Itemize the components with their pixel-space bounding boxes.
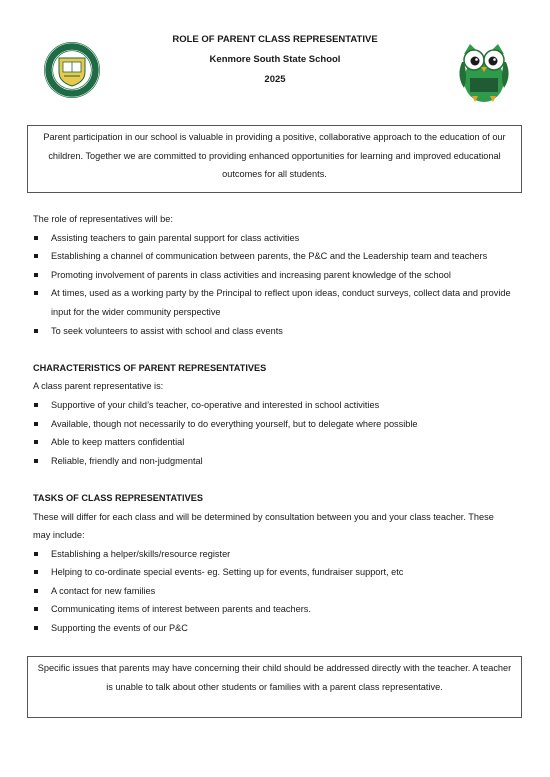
- document-body: [33, 210, 513, 638]
- school-name: Kenmore South State School: [209, 53, 341, 65]
- list-item: Establishing a helper/skills/resource register: [33, 545, 513, 564]
- intro-box: Parent participation in our school is valuable in providing a positive, collaborative approach to the education of our children. Together we are committed to providing enhanced opportunities for learning and improved educational outcomes for all students.: [27, 125, 522, 193]
- list-item: Promoting involvement of parents in class activities and increasing parent knowledge of the school: [33, 266, 513, 285]
- owl-mascot-logo: [448, 34, 520, 106]
- tasks-heading: TASKS OF CLASS REPRESENTATIVES: [33, 492, 203, 503]
- closing-box: Specific issues that parents may have concerning their child should be addressed directly with the teacher. A teacher is unable to talk about other students or families with a parent class representative.: [27, 656, 522, 718]
- role-list: [33, 229, 513, 341]
- list-item: Supporting the events of our P&C: [33, 619, 513, 638]
- list-item: Supportive of your child’s teacher, co-operative and interested in school activities: [33, 396, 513, 415]
- characteristics-list: [33, 396, 513, 470]
- school-crest-logo: [42, 36, 102, 108]
- list-item: A contact for new families: [33, 582, 513, 601]
- list-item: Assisting teachers to gain parental support for class activities: [33, 229, 513, 248]
- list-item: Able to keep matters confidential: [33, 433, 513, 452]
- document-title: ROLE OF PARENT CLASS REPRESENTATIVE: [172, 34, 378, 45]
- document-year: 2025: [264, 73, 286, 85]
- tasks-lead: These will differ for each class and will be determined by consultation between you and your class teacher. These may include:: [33, 511, 494, 541]
- list-item: Helping to co-ordinate special events- eg. Setting up for events, fundraiser support, etc: [33, 563, 513, 582]
- list-item: To seek volunteers to assist with school and class events: [33, 322, 513, 341]
- list-item: Establishing a channel of communication between parents, the P&C and the Leadership team and teachers: [33, 247, 513, 266]
- tasks-list: [33, 545, 513, 638]
- list-item: Available, though not necessarily to do everything yourself, but to delegate where possible: [33, 415, 513, 434]
- characteristics-heading: CHARACTERISTICS OF PARENT REPRESENTATIVES: [33, 362, 267, 373]
- list-item: Reliable, friendly and non-judgmental: [33, 452, 513, 471]
- list-item: At times, used as a working party by the Principal to reflect upon ideas, conduct surveys, collect data and provide input for the wider community perspective: [33, 284, 513, 321]
- list-item: Communicating items of interest between parents and teachers.: [33, 600, 513, 619]
- characteristics-lead: A class parent representative is:: [33, 381, 164, 392]
- role-lead: The role of representatives will be:: [33, 214, 173, 224]
- document-header: [120, 34, 430, 93]
